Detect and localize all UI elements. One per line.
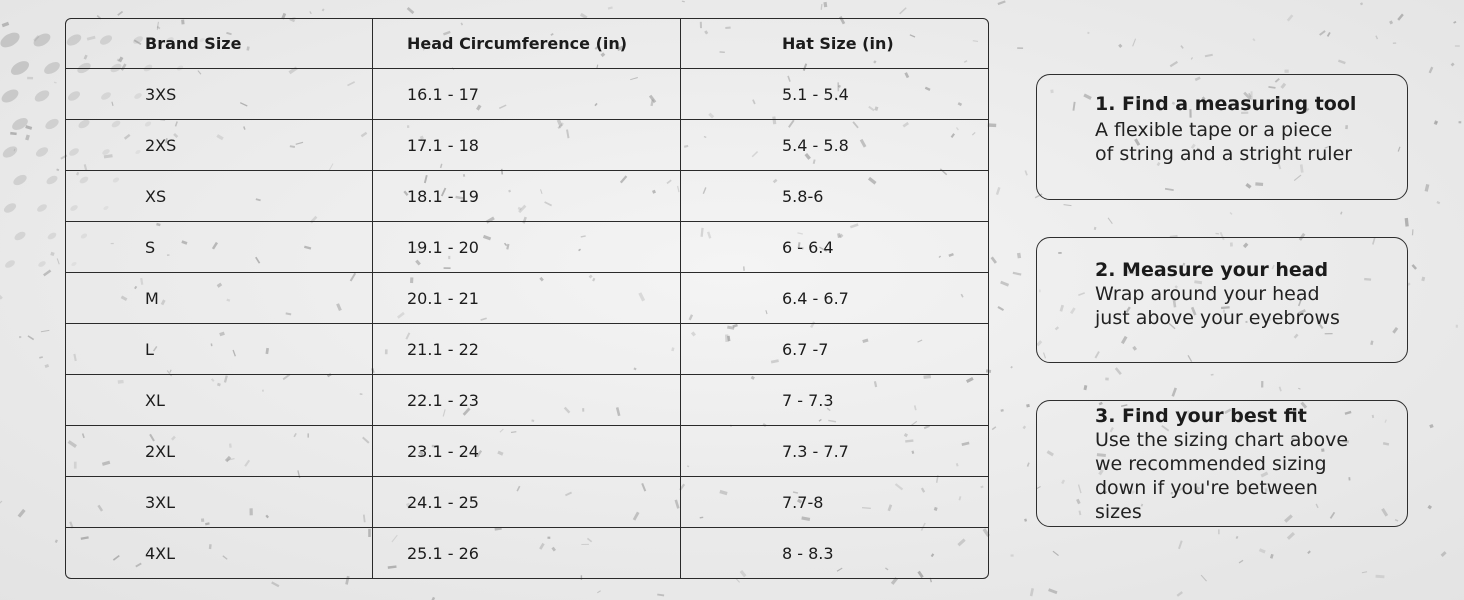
step-description: Wrap around your head just above your eyebrows: [1095, 283, 1340, 329]
brand-size-cell: 2XS: [66, 120, 373, 171]
header-head-circumference: Head Circumference (in): [373, 19, 681, 69]
brand-size-cell: S: [66, 222, 373, 273]
step-description: A flexible tape or a piece of string and a stright ruler: [1095, 119, 1353, 165]
step-card-best-fit: [1036, 400, 1408, 527]
step-title: 3. Find your best fit: [1095, 405, 1307, 427]
hat-size-cell: 6 - 6.4: [681, 222, 988, 273]
hat-size-cell: 6.4 - 6.7: [681, 273, 988, 324]
hat-size-cell: 8 - 8.3: [782, 543, 834, 563]
header-brand-size: Brand Size: [66, 19, 373, 69]
step-card-measure-head: [1036, 237, 1408, 363]
head-circumference-cell: 18.1 - 19: [373, 171, 681, 222]
step-title: 1. Find a measuring tool: [1095, 93, 1357, 115]
hat-size-cell: 7.3 - 7.7: [681, 426, 988, 477]
hat-size-cell: 5.8-6: [681, 171, 988, 222]
step-description: Use the sizing chart above we recommended sizing down if you're between sizes: [1095, 429, 1349, 523]
table-row: [66, 69, 988, 120]
brand-size-cell: L: [66, 324, 373, 375]
head-circumference-cell: 16.1 - 17: [373, 69, 681, 120]
table-row: [66, 273, 988, 324]
hat-size-cell: 6.7 -7: [681, 324, 988, 375]
table-row: [66, 477, 988, 528]
head-circumference-cell: 17.1 - 18: [373, 120, 681, 171]
head-circumference-cell: 21.1 - 22: [373, 324, 681, 375]
brand-size-cell: 4XL: [66, 528, 373, 578]
brand-size-cell: 3XL: [66, 477, 373, 528]
hat-size-cell: 7.7-8: [681, 477, 988, 528]
head-circumference-cell: 23.1 - 24: [373, 426, 681, 477]
header-hat-size: Hat Size (in): [681, 19, 988, 69]
hat-size-cell: 7 - 7.3: [681, 375, 988, 426]
head-circumference-cell: 20.1 - 21: [373, 273, 681, 324]
table-row: [66, 171, 988, 222]
head-circumference-cell: 22.1 - 23: [373, 375, 681, 426]
hat-size-cell: 5.4 - 5.8: [681, 120, 988, 171]
step-card-find-tool: [1036, 74, 1408, 200]
table-row: [66, 324, 988, 375]
table-header-row: [66, 19, 988, 69]
table-row: [66, 120, 988, 171]
table-row: [66, 528, 988, 578]
hat-size-cell: 5.1 - 5.4: [681, 69, 988, 120]
head-circumference-cell: 25.1 - 26: [373, 528, 681, 578]
brand-size-cell: XS: [66, 171, 373, 222]
brand-size-cell: 2XL: [66, 426, 373, 477]
brand-size-cell: M: [66, 273, 373, 324]
table-row: [66, 222, 988, 273]
head-circumference-cell: 24.1 - 25: [373, 477, 681, 528]
table-row: [66, 375, 988, 426]
brand-size-cell: XL: [66, 375, 373, 426]
brand-size-cell: 3XS: [66, 69, 373, 120]
table-row: [66, 426, 988, 477]
size-chart-table: [65, 18, 989, 579]
step-title: 2. Measure your head: [1095, 259, 1329, 281]
head-circumference-cell: 19.1 - 20: [373, 222, 681, 273]
